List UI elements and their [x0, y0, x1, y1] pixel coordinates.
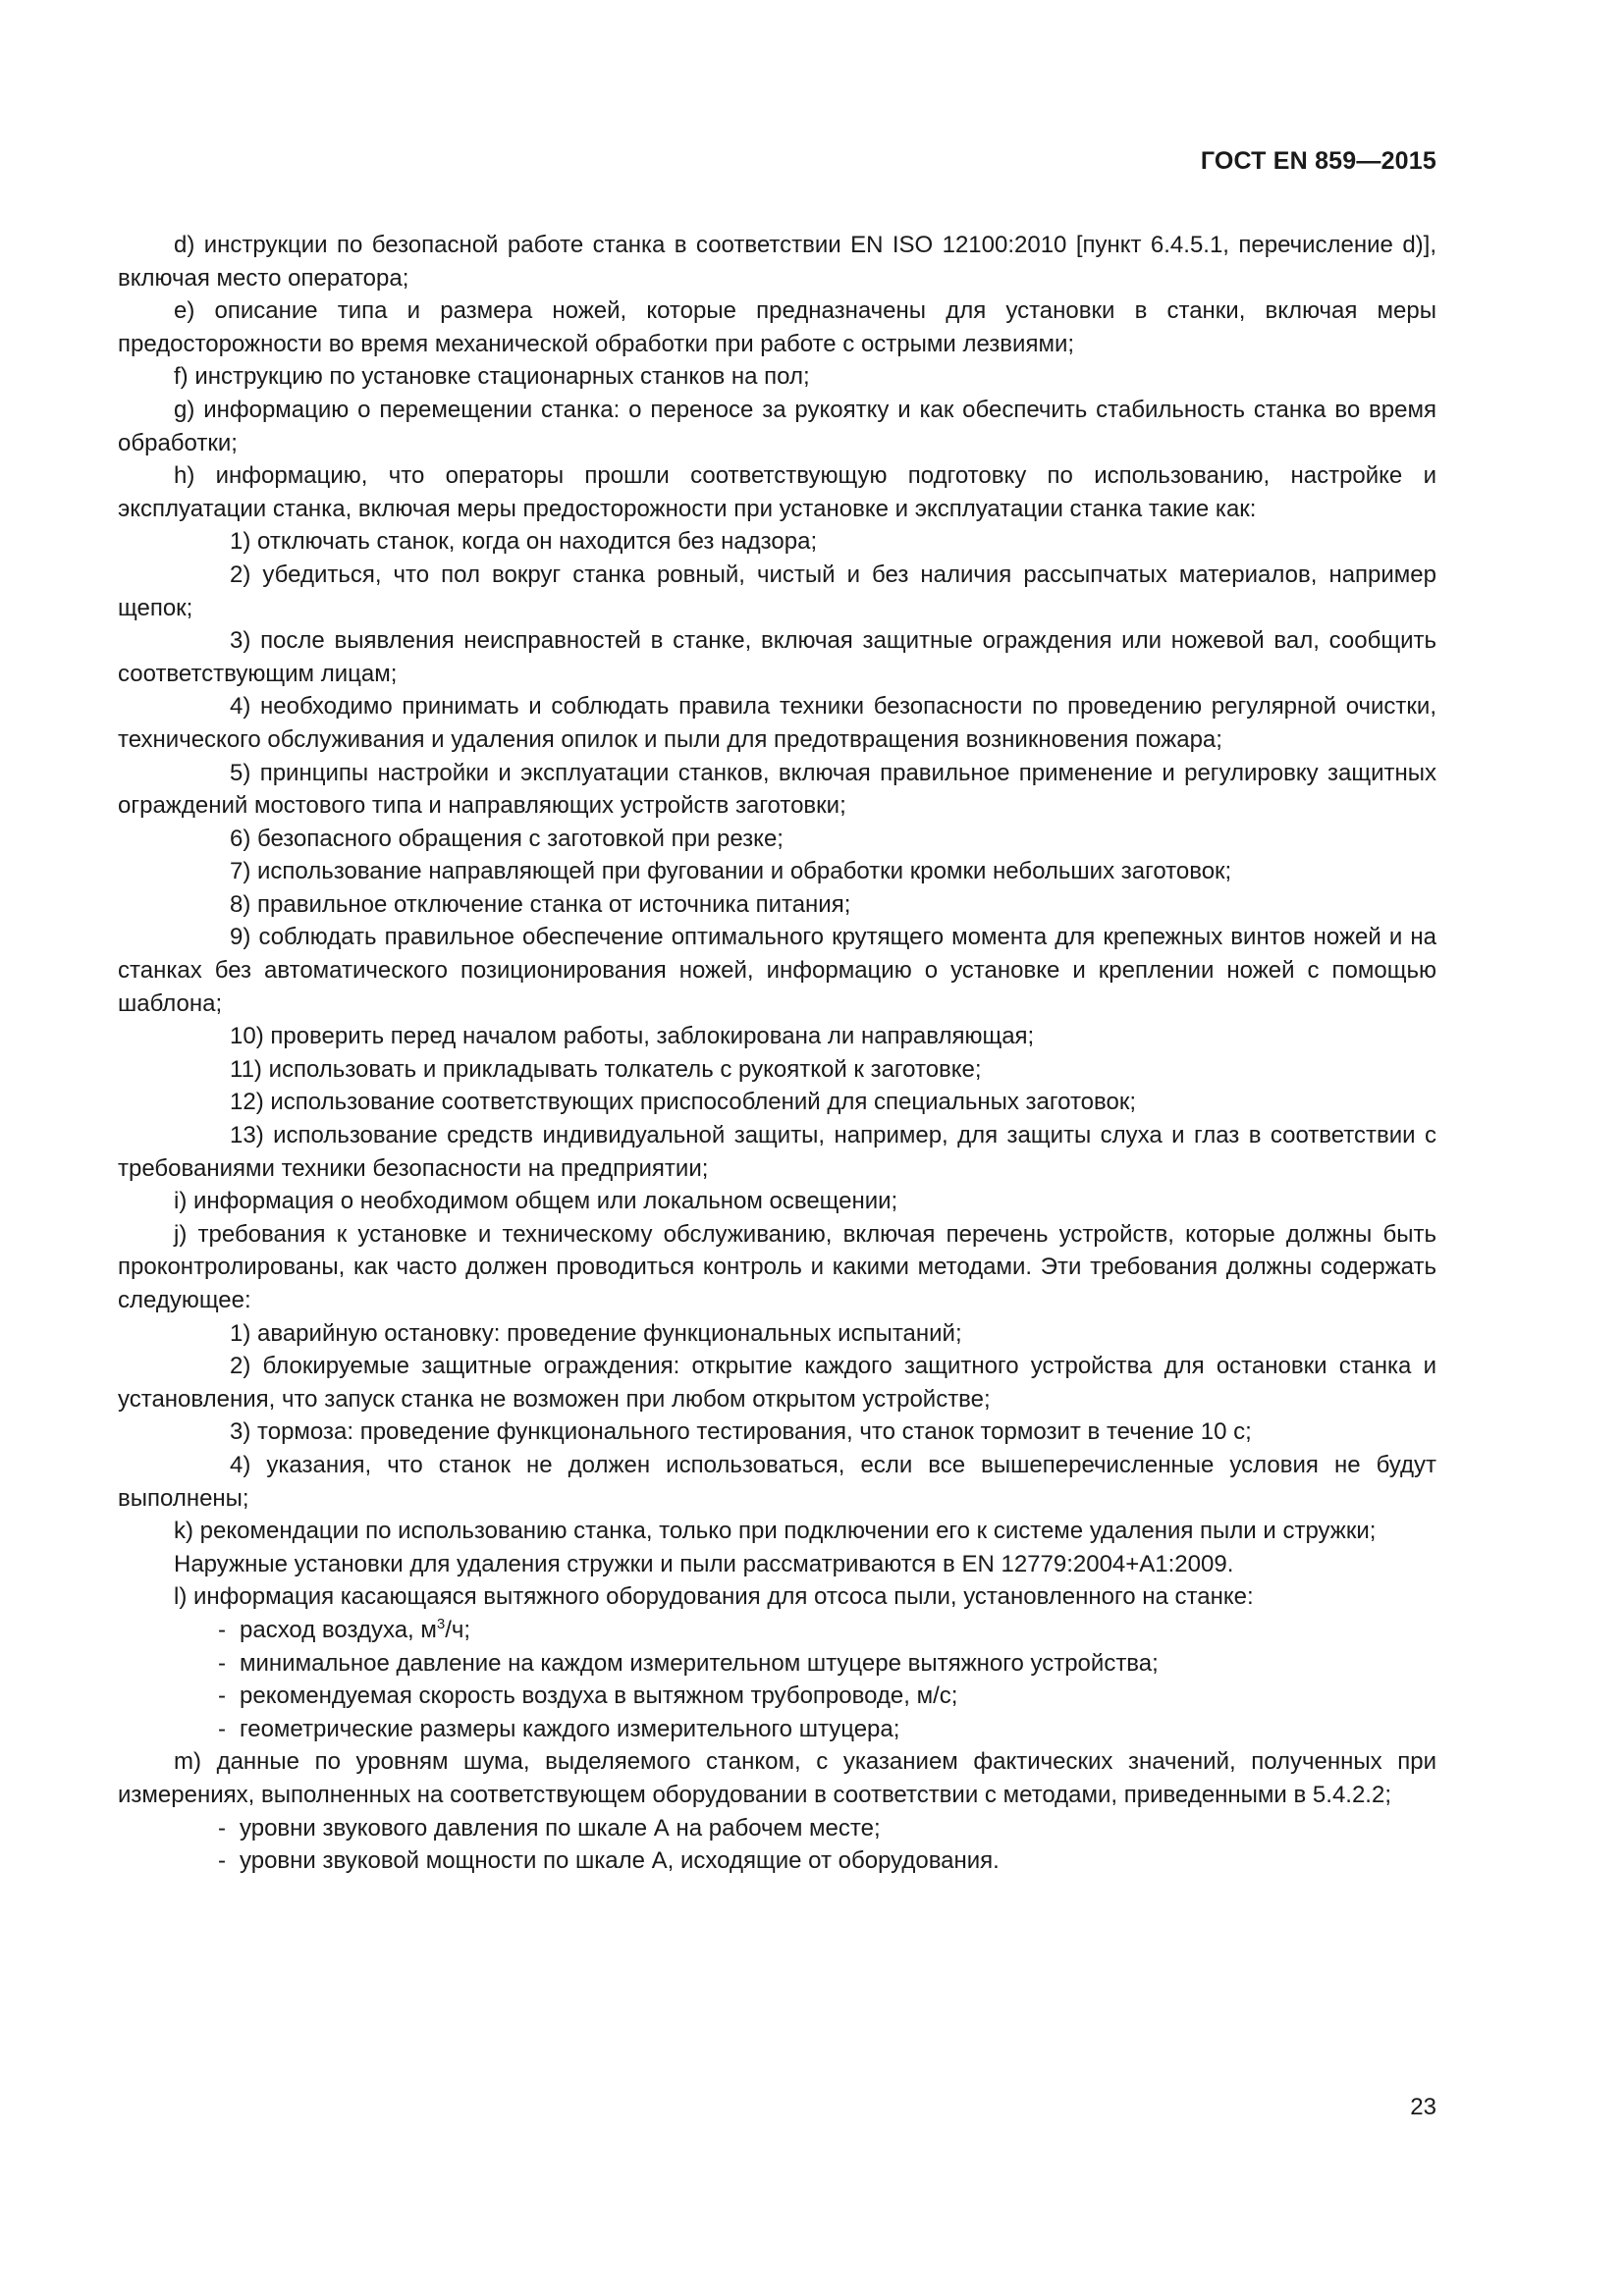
item-h-4: 4) необходимо принимать и соблюдать правила техники безопасности по проведению регулярной очистки, технического обслуживания и удаления опилок и пыли для предотвращения возникновения пожара; [118, 693, 1436, 753]
document-body [118, 229, 1436, 1878]
item-h-6: 6) безопасного обращения с заготовкой при резке; [230, 825, 784, 852]
dash-marker: - [218, 1814, 226, 1842]
l-list-item [118, 1713, 1436, 1746]
list-item-text: минимальное давление на каждом измерительном штуцере вытяжного устройства; [240, 1649, 1159, 1677]
item-j-3: 3) тормоза: проведение функционального тестирования, что станок тормозит в течение 10 с; [230, 1418, 1252, 1446]
item-j: j) требования к установке и техническому обслуживанию, включая перечень устройств, которые должны быть проконтролированы, как часто должен проводиться контроль и какими методами. Эти требования должны содержать следующее: [118, 1220, 1436, 1313]
dash-marker: - [218, 1682, 226, 1710]
m-list-item [118, 1844, 1436, 1878]
item-h-2: 2) убедиться, что пол вокруг станка ровный, чистый и без наличия рассыпчатых материалов, например щепок; [118, 561, 1436, 621]
air-flow-text: расход воздуха, м [240, 1616, 437, 1643]
page-number: 23 [1410, 2094, 1436, 2120]
item-j-2: 2) блокируемые защитные ограждения: открытие каждого защитного устройства для остановки станка и установления, что запуск станка не возможен при любом открытом устройстве; [118, 1353, 1436, 1413]
superscript-3: 3 [436, 1615, 446, 1632]
item-g: g) информацию о перемещении станка: о переносе за рукоятку и как обеспечить стабильность станка во время обработки; [118, 396, 1436, 456]
item-h-3: 3) после выявления неисправностей в станке, включая защитные ограждения или ножевой вал, сообщить соответствующим лицам; [118, 627, 1436, 687]
item-f: f) инструкцию по установке стационарных станков на пол; [174, 363, 810, 391]
document-header: ГОСТ EN 859—2015 [1200, 147, 1436, 175]
item-h-7: 7) использование направляющей при фуговании и обработки кромки небольших заготовок; [230, 858, 1232, 885]
list-item-text: уровни звукового давления по шкале А на рабочем месте; [240, 1814, 881, 1842]
item-h: h) информацию, что операторы прошли соответствующую подготовку по использованию, настройке и эксплуатации станка, включая меры предосторожности при установке и эксплуатации станка такие как: [118, 462, 1436, 522]
dash-marker: - [218, 1616, 226, 1643]
l-list-item [118, 1614, 1436, 1647]
list-item-text: уровни звуковой мощности по шкале А, исходящие от оборудования. [240, 1847, 1000, 1875]
item-i: i) информация о необходимом общем или локальном освещении; [174, 1188, 898, 1215]
l-list-item [118, 1647, 1436, 1681]
item-l: l) информация касающаяся вытяжного оборудования для отсоса пыли, установленного на станке: [174, 1583, 1254, 1611]
m-list-item [118, 1812, 1436, 1845]
item-h-12: 12) использование соответствующих приспособлений для специальных заготовок; [230, 1089, 1137, 1116]
item-h-10: 10) проверить перед началом работы, заблокирована ли направляющая; [230, 1023, 1035, 1050]
item-j-4: 4) указания, что станок не должен использоваться, если все вышеперечисленные условия не будут выполнены; [118, 1451, 1436, 1512]
air-flow-unit: /ч; [445, 1616, 471, 1643]
dash-marker: - [218, 1649, 226, 1677]
item-d: d) инструкции по безопасной работе станка в соответствии EN ISO 12100:2010 [пункт 6.4.5.1, перечисление d)], включая место оператора; [118, 232, 1436, 292]
l-list-item [118, 1680, 1436, 1713]
dash-marker: - [218, 1715, 226, 1742]
list-item-text [218, 1614, 470, 1647]
item-h-11: 11) использовать и прикладывать толкатель с рукояткой к заготовке; [230, 1055, 982, 1083]
list-item-text: рекомендуемая скорость воздуха в вытяжном трубопроводе, м/с; [240, 1682, 958, 1710]
item-j-1: 1) аварийную остановку: проведение функциональных испытаний; [230, 1319, 962, 1347]
item-e: e) описание типа и размера ножей, которые предназначены для установки в станки, включая меры предосторожности во время механической обработки при работе с острыми лезвиями; [118, 297, 1436, 357]
item-m: m) данные по уровням шума, выделяемого станком, с указанием фактических значений, полученных при измерениях, выполненных на соответствующем оборудовании в соответствии с методами, приведенными в 5.4.2.2; [118, 1748, 1436, 1808]
dash-marker: - [218, 1847, 226, 1875]
list-item-text: геометрические размеры каждого измерительного штуцера; [240, 1715, 900, 1742]
item-h-8: 8) правильное отключение станка от источника питания; [230, 890, 851, 918]
item-k: k) рекомендации по использованию станка, только при подключении его к системе удаления пыли и стружки; [174, 1518, 1377, 1545]
item-h-1: 1) отключать станок, когда он находится без надзора; [230, 528, 818, 556]
item-h-13: 13) использование средств индивидуальной защиты, например, для защиты слуха и глаз в соответствии с требованиями техники безопасности на предприятии; [118, 1122, 1436, 1182]
note-paragraph: Наружные установки для удаления стружки и пыли рассматриваются в EN 12779:2004+A1:2009. [174, 1550, 1234, 1577]
item-h-5: 5) принципы настройки и эксплуатации станков, включая правильное применение и регулировку защитных ограждений мостового типа и направляющих устройств заготовки; [118, 759, 1436, 820]
item-h-9: 9) соблюдать правильное обеспечение оптимального крутящего момента для крепежных винтов ножей и на станках без автоматического позиционирования ножей, информацию о установке и креплении ножей с помощью шаблона; [118, 924, 1436, 1017]
